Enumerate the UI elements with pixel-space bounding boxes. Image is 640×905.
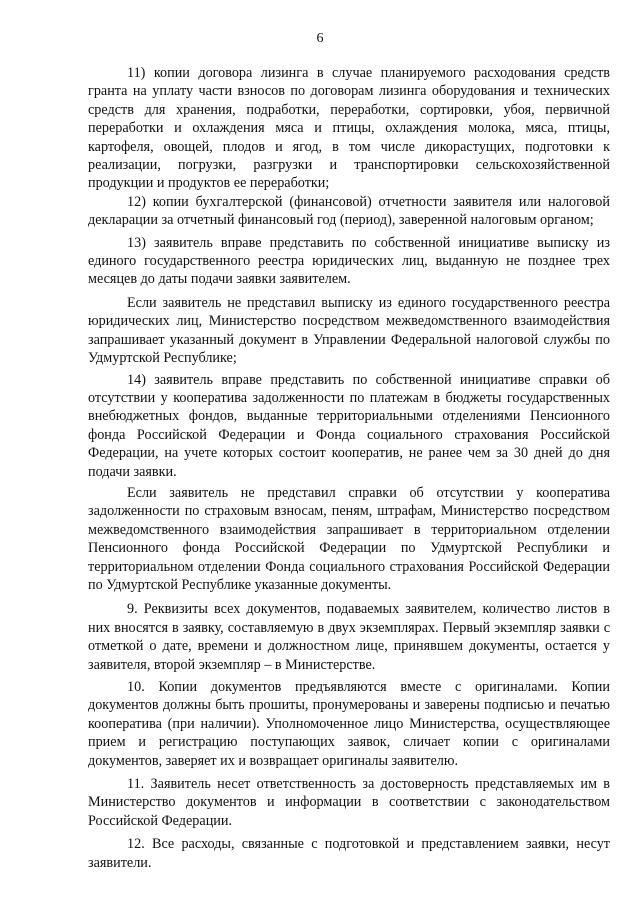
- paragraph-clause-9: 9. Реквизиты всех документов, подаваемых заявителем, количество листов в них вносятся в заявку, составляемую в двух экземплярах. Первый экземпляр заявки с отметкой о дате, времени и должностном лице, принявшем документы, остается у заявителя, второй экземпляр – в Министерстве.: [88, 601, 610, 673]
- paragraph-clause-12: 12. Все расходы, связанные с подготовкой и представлением заявки, несут заявители.: [88, 836, 610, 871]
- paragraph-item-12: 12) копии бухгалтерской (финансовой) отчетности заявителя или налоговой декларации за отчетный финансовый год (период), заверенной налоговым органом;: [88, 193, 610, 229]
- paragraph-clause-11: 11. Заявитель несет ответственность за достоверность представляемых им в Министерство документов и информации в соответствии с законодательством Российской Федерации.: [88, 776, 610, 829]
- document-body: [88, 64, 610, 872]
- paragraph-extract-request: Если заявитель не представил выписку из единого государственного реестра юридических лиц, Министерство посредством межведомственного взаимодействия запрашивает указанный документ в Управлении Федеральной налоговой службы по Удмуртской Республике;: [88, 294, 610, 367]
- paragraph-clause-10: 10. Копии документов предъявляются вместе с оригиналами. Копии документов должны быть прошиты, пронумерованы и заверены подписью и печатью кооператива (при наличии). Уполномоченное лицо Министерства, осуществляющее прием и регистрацию поступающих заявок, сличает копии с оригиналами документов, заверяет их и возвращает оригиналы заявителю.: [88, 679, 610, 769]
- paragraph-item-13: 13) заявитель вправе представить по собственной инициативе выписку из единого государственного реестра юридических лиц, выданную не позднее трех месяцев до даты подачи заявки заявителем.: [88, 234, 610, 288]
- paragraph-item-11: 11) копии договора лизинга в случае планируемого расходования средств гранта на уплату части взносов по договорам лизинга оборудования и технических средств для хранения, подработки, переработки, сортировки, убоя, первичной переработки и охлаждения мяса и птицы, охлаждения молока, мяса, птицы, картофеля, овощей, плодов и ягод, в том числе дикорастущих, подготовки к реализации, погрузки, разгрузки и транспортировки сельскохозяйственной продукции и продуктов ее переработки;: [88, 65, 610, 192]
- paragraph-item-14: 14) заявитель вправе представить по собственной инициативе справки об отсутствии у кооператива задолженности по платежам в бюджеты государственных внебюджетных фондов, выданные территориальными отделениями Пенсионного фонда Российской Федерации и Фонда социального страхования Российской Федерации, на учете которых состоит кооператив, не ранее чем за 30 дней до дня подачи заявки.: [88, 371, 610, 480]
- page-number: 6: [316, 31, 324, 46]
- paragraph-certificates-request: Если заявитель не представил справки об отсутствии у кооператива задолженности по страховым взносам, пеням, штрафам, Министерство посредством межведомственного взаимодействия запрашивает в территориальном отделении Пенсионного фонда Российской Федерации по Удмуртской Республики и территориальном отделении Фонда социального страхования Российской Федерации по Удмуртской Республике указанные документы.: [88, 484, 610, 593]
